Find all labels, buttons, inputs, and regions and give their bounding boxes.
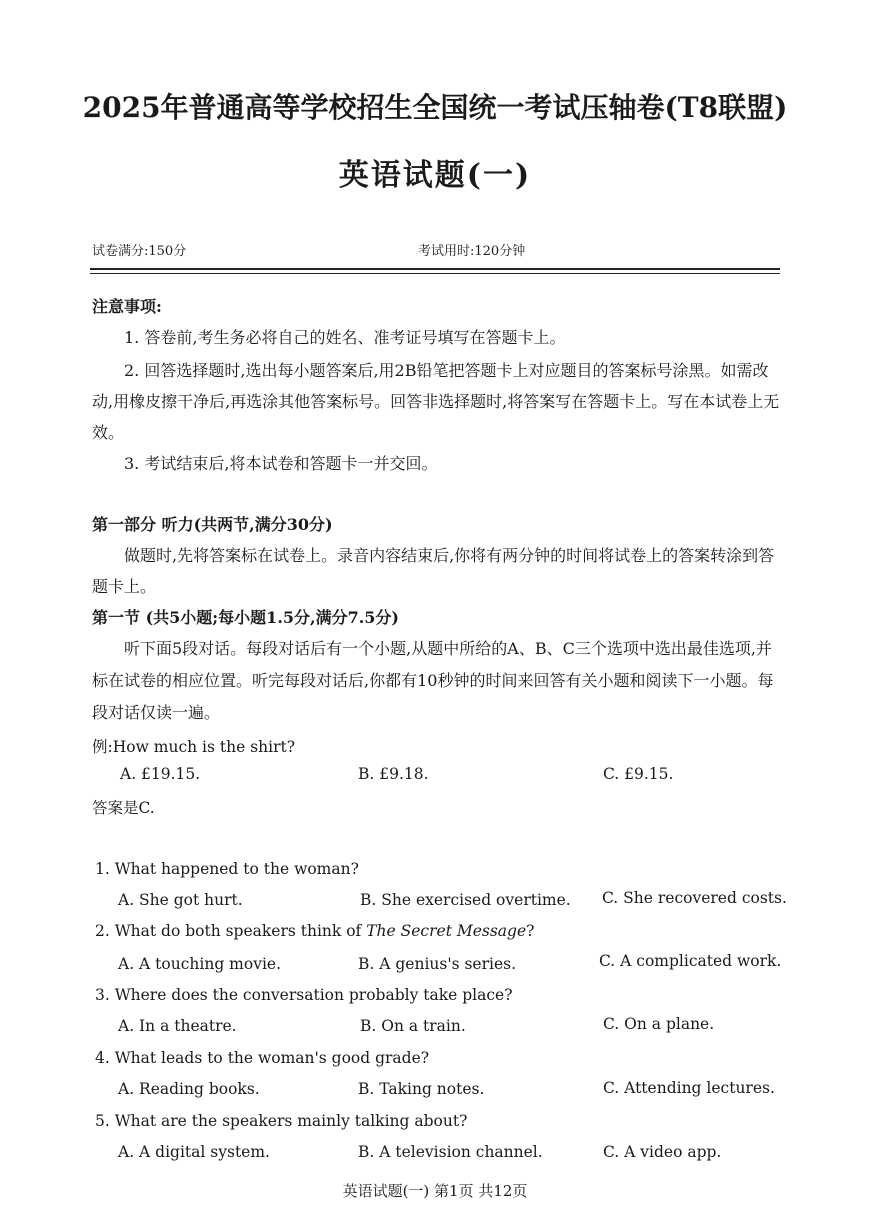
example-question: 例:How much is the shirt? [92, 738, 296, 756]
example-answer: 答案是C. [92, 799, 155, 817]
question-1-option-a: A. She got hurt. [118, 891, 243, 909]
question-1-option-c: C. She recovered costs. [602, 889, 787, 907]
question-2: 2. What do both speakers think of The Secret Message? [95, 922, 535, 940]
section1-instructions: 听下面5段对话。每段对话后有一个小题,从题中所给的A、B、C三个选项中选出最佳选项,并标在试卷的相应位置。听完每段对话后,你都有10秒钟的时间来回答有关小题和阅读下一小题。每段对话仅读一遍。 [92, 639, 774, 722]
full-score: 试卷满分:150分 [92, 244, 187, 259]
part1-heading: 第一部分 听力(共两节,满分30分) [92, 515, 333, 534]
question-4-option-a: A. Reading books. [118, 1080, 260, 1098]
question-1: 1. What happened to the woman? [95, 860, 359, 878]
question-3-option-c: C. On a plane. [603, 1015, 715, 1033]
notice-item-3: 3. 考试结束后,将本试卷和答题卡一并交回。 [124, 454, 438, 473]
header-divider-thin [90, 273, 780, 274]
question-5-option-c: C. A video app. [603, 1143, 722, 1161]
question-2-title: The Secret Message [366, 922, 527, 940]
example-option-b: B. £9.18. [358, 765, 429, 783]
question-4-option-b: B. Taking notes. [358, 1080, 485, 1098]
page-footer: 英语试题(一) 第1页 共12页 [342, 1182, 528, 1200]
question-2-option-c: C. A complicated work. [599, 952, 782, 970]
question-3-option-b: B. On a train. [360, 1017, 466, 1035]
part1-instructions: 做题时,先将答案标在试卷上。录音内容结束后,你将有两分钟的时间将试卷上的答案转涂到答题卡上。 [92, 546, 775, 596]
notice-item-1: 1. 答卷前,考生务必将自己的姓名、准考证号填写在答题卡上。 [124, 328, 566, 347]
notice-heading: 注意事项: [92, 297, 162, 316]
question-4: 4. What leads to the woman's good grade? [95, 1049, 430, 1067]
exam-title: 2025年普通高等学校招生全国统一考试压轴卷(T8联盟) [82, 91, 788, 124]
question-2-option-a: A. A touching movie. [118, 955, 282, 973]
question-1-option-b: B. She exercised overtime. [360, 891, 571, 909]
exam-subtitle: 英语试题(一) [338, 158, 532, 193]
question-3-option-a: A. In a theatre. [118, 1017, 237, 1035]
question-5: 5. What are the speakers mainly talking about? [95, 1112, 468, 1130]
example-option-a: A. £19.15. [120, 765, 201, 783]
question-2-option-b: B. A genius's series. [358, 955, 517, 973]
question-5-option-a: A. A digital system. [118, 1143, 270, 1161]
section1-heading: 第一节 (共5小题;每小题1.5分,满分7.5分) [92, 608, 399, 627]
header-divider-thick [90, 268, 780, 270]
question-5-option-b: B. A television channel. [358, 1143, 543, 1161]
notice-item-2: 2. 回答选择题时,选出每小题答案后,用2B铅笔把答题卡上对应题目的答案标号涂黑。如需改动,用橡皮擦干净后,再选涂其他答案标号。回答非选择题时,将答案写在答题卡上。写在本试卷上无效。 [92, 361, 780, 442]
question-4-option-c: C. Attending lectures. [603, 1079, 775, 1097]
exam-time: 考试用时:120分钟 [418, 244, 526, 259]
question-3: 3. Where does the conversation probably take place? [95, 986, 513, 1004]
example-option-c: C. £9.15. [603, 765, 674, 783]
